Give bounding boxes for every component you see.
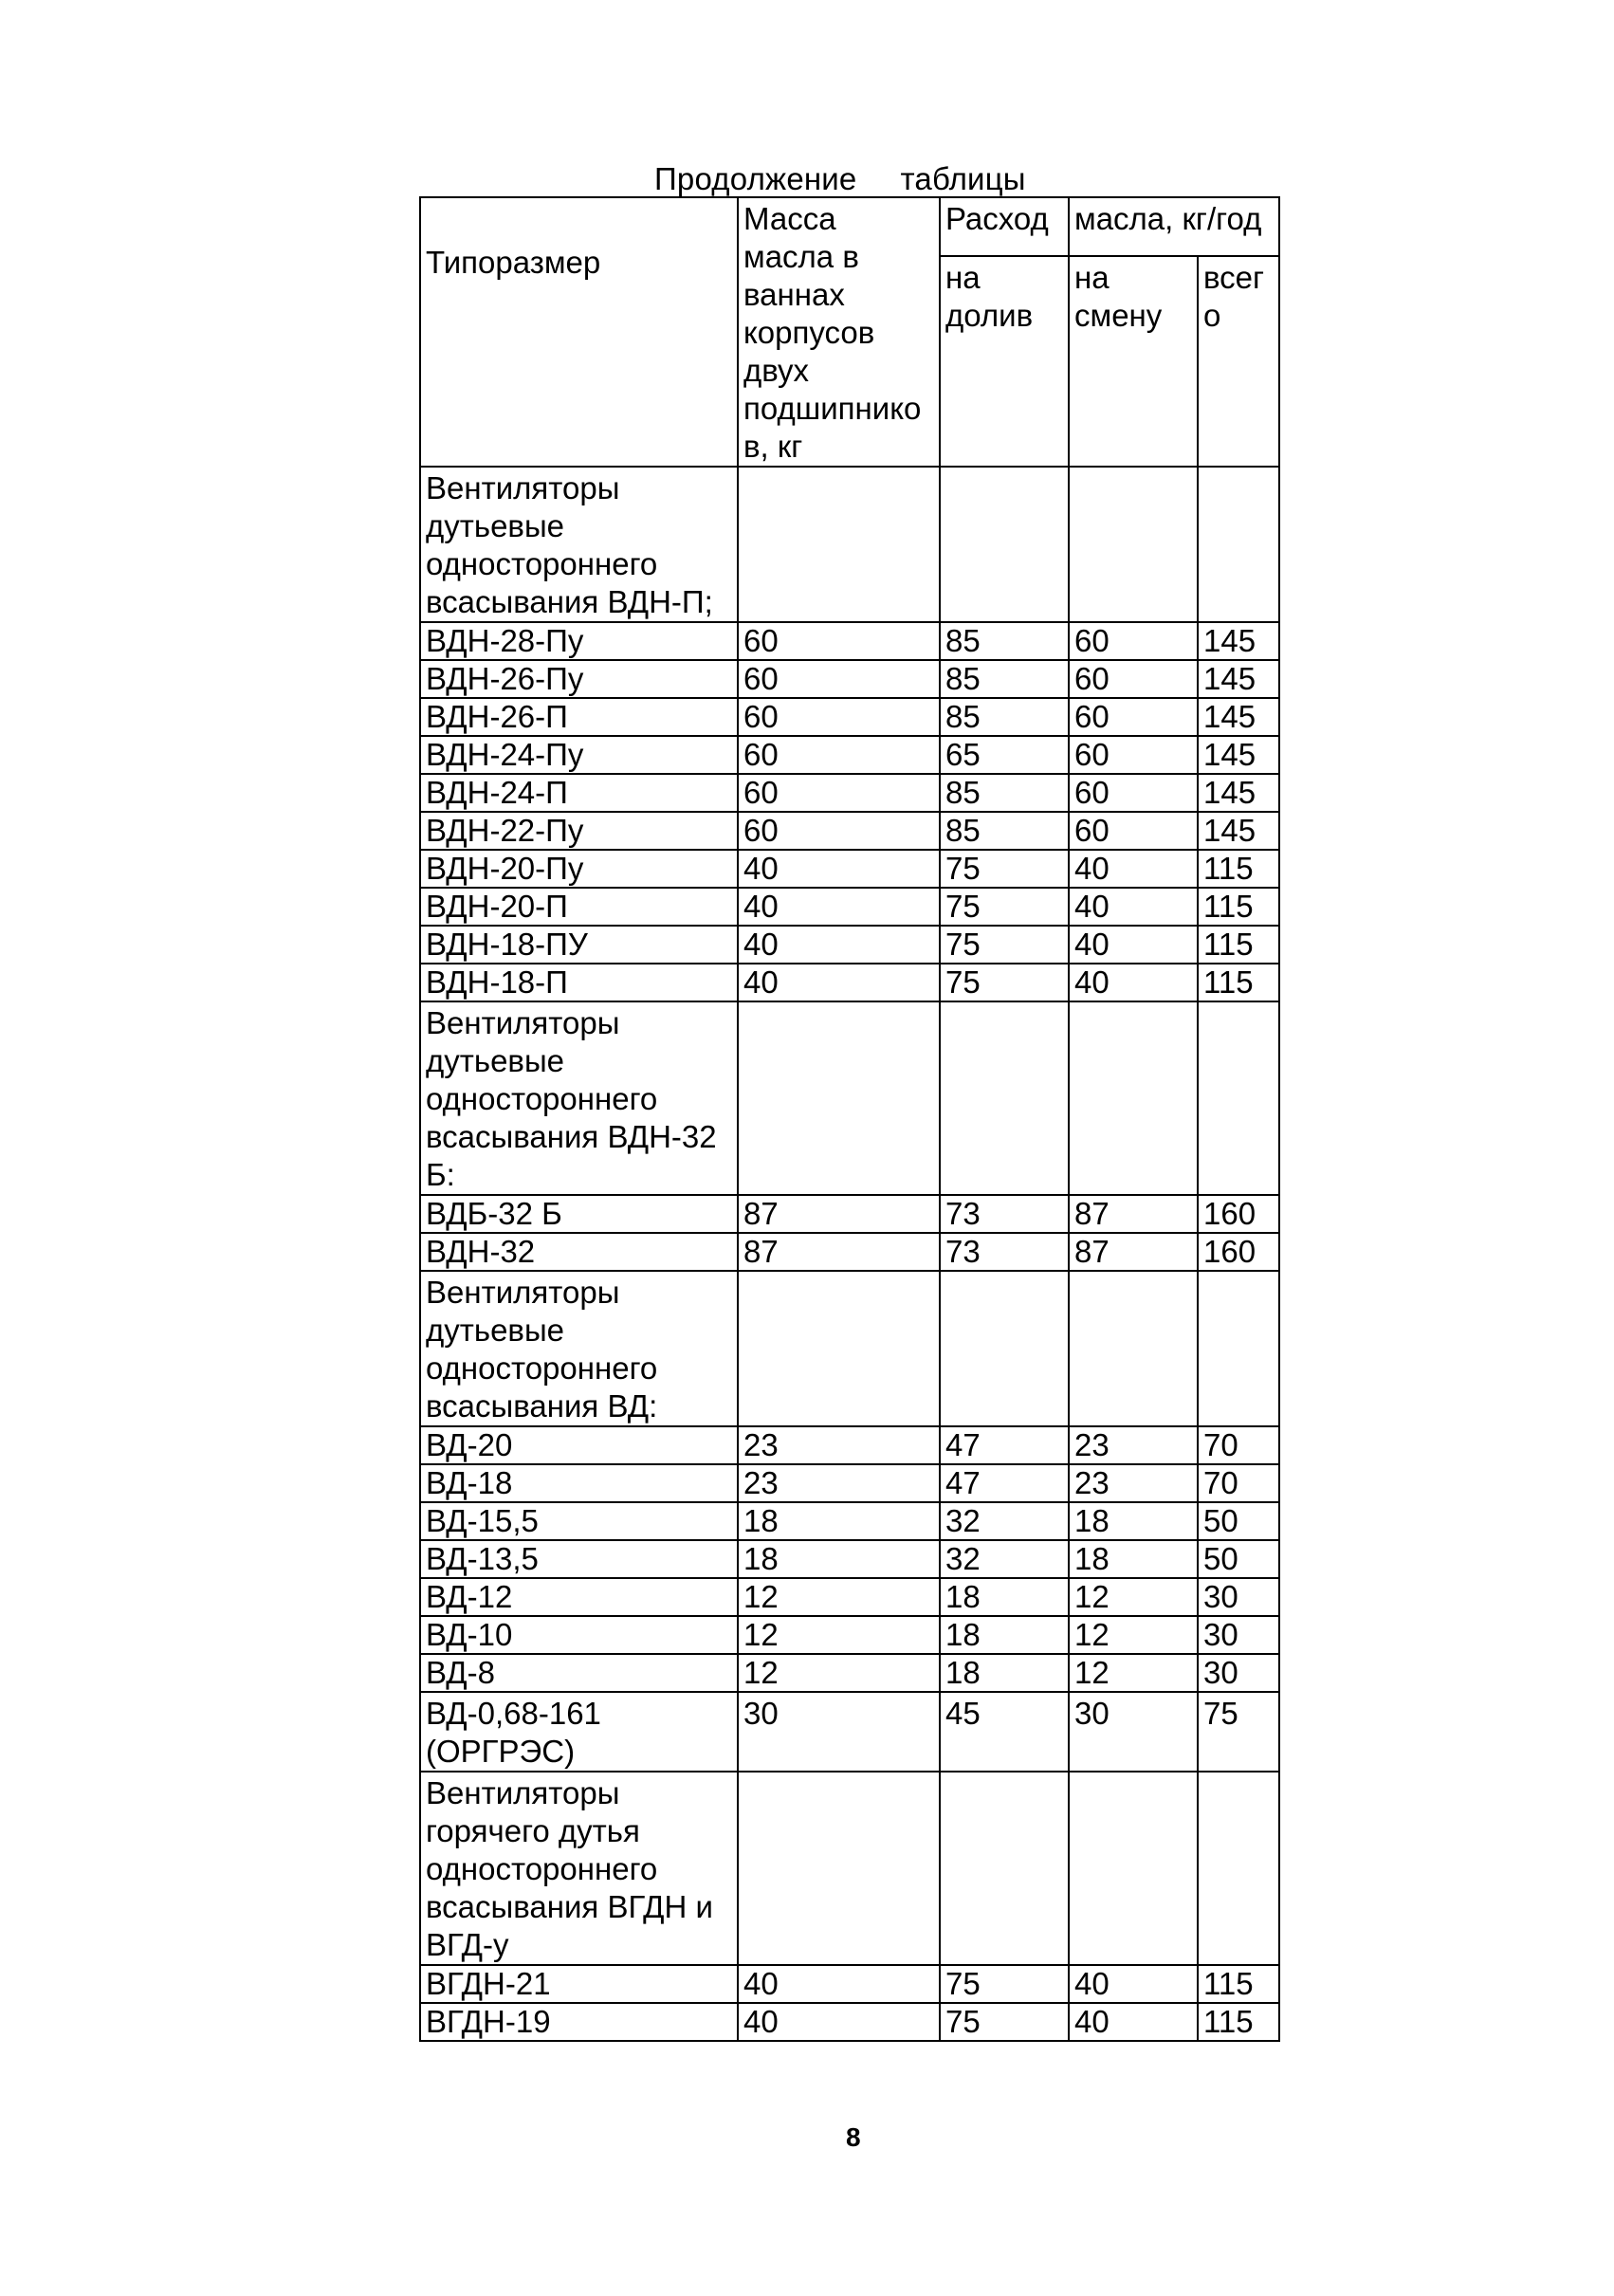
cell-oil-mass: 60 [738, 774, 940, 812]
table-row [420, 1692, 1279, 1772]
cell-change: 60 [1069, 660, 1198, 698]
cell-oil-mass: 23 [738, 1426, 940, 1464]
cell-total: 160 [1198, 1195, 1279, 1233]
cell-change: 40 [1069, 1965, 1198, 2003]
header-topup: на долив [940, 256, 1069, 467]
table-row [420, 2003, 1279, 2041]
cell-change: 40 [1069, 964, 1198, 1001]
cell-oil-mass: 40 [738, 888, 940, 926]
header-change: на смену [1069, 256, 1198, 467]
cell-total: 115 [1198, 2003, 1279, 2041]
cell-type: ВДН-22-Пу [420, 812, 738, 850]
cell-change: 60 [1069, 622, 1198, 660]
empty-cell [1069, 1772, 1198, 1965]
cell-topup: 18 [940, 1616, 1069, 1654]
table-row [420, 888, 1279, 926]
cell-topup: 65 [940, 736, 1069, 774]
table-row [420, 812, 1279, 850]
cell-oil-mass: 60 [738, 812, 940, 850]
cell-oil-mass: 12 [738, 1578, 940, 1616]
empty-cell [1069, 1001, 1198, 1195]
cell-topup: 85 [940, 660, 1069, 698]
cell-topup: 47 [940, 1426, 1069, 1464]
table-row [420, 1616, 1279, 1654]
header-type: Типоразмер [420, 197, 738, 467]
cell-oil-mass: 40 [738, 2003, 940, 2041]
table-row [420, 850, 1279, 888]
cell-topup: 75 [940, 888, 1069, 926]
cell-type: ВДН-18-П [420, 964, 738, 1001]
table-row [420, 774, 1279, 812]
cell-type: ВД-15,5 [420, 1502, 738, 1540]
cell-type: ВГДН-21 [420, 1965, 738, 2003]
cell-oil-mass: 23 [738, 1464, 940, 1502]
table-row [420, 1540, 1279, 1578]
cell-total: 115 [1198, 926, 1279, 964]
cell-type: ВД-8 [420, 1654, 738, 1692]
table-header-row [420, 197, 1279, 256]
cell-total: 70 [1198, 1426, 1279, 1464]
cell-change: 87 [1069, 1195, 1198, 1233]
cell-oil-mass: 40 [738, 926, 940, 964]
empty-cell [1198, 467, 1279, 622]
cell-change: 12 [1069, 1578, 1198, 1616]
cell-total: 70 [1198, 1464, 1279, 1502]
table-caption [654, 161, 1026, 197]
group-header-row [420, 467, 1279, 622]
empty-cell [940, 467, 1069, 622]
cell-change: 40 [1069, 926, 1198, 964]
cell-topup: 75 [940, 850, 1069, 888]
cell-type: ВД-13,5 [420, 1540, 738, 1578]
cell-total: 145 [1198, 736, 1279, 774]
table-row [420, 964, 1279, 1001]
cell-oil-mass: 30 [738, 1692, 940, 1772]
cell-topup: 73 [940, 1195, 1069, 1233]
cell-oil-mass: 12 [738, 1654, 940, 1692]
table-row [420, 1654, 1279, 1692]
cell-total: 50 [1198, 1540, 1279, 1578]
cell-topup: 18 [940, 1578, 1069, 1616]
header-consumption-b: масла, кг/год [1069, 197, 1279, 256]
cell-type: ВДН-20-П [420, 888, 738, 926]
cell-topup: 85 [940, 774, 1069, 812]
cell-topup: 75 [940, 964, 1069, 1001]
cell-topup: 32 [940, 1540, 1069, 1578]
cell-type: ВД-10 [420, 1616, 738, 1654]
empty-cell [1069, 467, 1198, 622]
cell-oil-mass: 87 [738, 1195, 940, 1233]
header-total: всег о [1198, 256, 1279, 467]
cell-oil-mass: 40 [738, 964, 940, 1001]
cell-total: 145 [1198, 812, 1279, 850]
page-number: 8 [846, 2122, 861, 2152]
caption-word-table: таблицы [900, 161, 1026, 196]
cell-type: ВГДН-19 [420, 2003, 738, 2041]
table-row [420, 1502, 1279, 1540]
cell-oil-mass: 60 [738, 622, 940, 660]
group-header-row [420, 1271, 1279, 1426]
cell-total: 115 [1198, 964, 1279, 1001]
group-header-row [420, 1772, 1279, 1965]
table-row [420, 1426, 1279, 1464]
group-title: Вентиляторы дутьевые одностороннего всасывания ВДН-П; [420, 467, 738, 622]
cell-change: 60 [1069, 736, 1198, 774]
cell-topup: 18 [940, 1654, 1069, 1692]
cell-total: 75 [1198, 1692, 1279, 1772]
table-row [420, 1233, 1279, 1271]
cell-change: 12 [1069, 1654, 1198, 1692]
group-header-row [420, 1001, 1279, 1195]
cell-oil-mass: 60 [738, 660, 940, 698]
cell-total: 30 [1198, 1578, 1279, 1616]
cell-type: ВДН-18-ПУ [420, 926, 738, 964]
table-row [420, 736, 1279, 774]
header-oil-mass: Масса масла в ваннах корпусов двух подшипнико в, кг [738, 197, 940, 467]
group-title: Вентиляторы дутьевые одностороннего всасывания ВДН-32 Б: [420, 1001, 738, 1195]
group-title: Вентиляторы горячего дутья одностороннего всасывания ВГДН и ВГД-у [420, 1772, 738, 1965]
table-row [420, 1195, 1279, 1233]
cell-change: 18 [1069, 1502, 1198, 1540]
cell-type: ВДН-24-Пу [420, 736, 738, 774]
table-row [420, 1464, 1279, 1502]
cell-oil-mass: 60 [738, 736, 940, 774]
cell-oil-mass: 87 [738, 1233, 940, 1271]
cell-topup: 75 [940, 926, 1069, 964]
oil-consumption-table [419, 196, 1280, 2042]
cell-oil-mass: 40 [738, 1965, 940, 2003]
empty-cell [738, 1001, 940, 1195]
cell-type: ВД-0,68-161 (ОРГРЭС) [420, 1692, 738, 1772]
caption-word-continuation: Продолжение [654, 161, 857, 196]
cell-change: 60 [1069, 812, 1198, 850]
table-row [420, 1965, 1279, 2003]
cell-change: 30 [1069, 1692, 1198, 1772]
cell-total: 30 [1198, 1654, 1279, 1692]
cell-topup: 85 [940, 622, 1069, 660]
cell-total: 115 [1198, 850, 1279, 888]
cell-type: ВД-18 [420, 1464, 738, 1502]
cell-type: ВДН-26-П [420, 698, 738, 736]
cell-total: 145 [1198, 622, 1279, 660]
empty-cell [940, 1271, 1069, 1426]
cell-total: 115 [1198, 888, 1279, 926]
cell-change: 60 [1069, 698, 1198, 736]
cell-topup: 85 [940, 812, 1069, 850]
cell-change: 23 [1069, 1426, 1198, 1464]
cell-total: 145 [1198, 660, 1279, 698]
cell-total: 145 [1198, 698, 1279, 736]
cell-type: ВДН-24-П [420, 774, 738, 812]
cell-type: ВДН-32 [420, 1233, 738, 1271]
cell-topup: 47 [940, 1464, 1069, 1502]
cell-oil-mass: 40 [738, 850, 940, 888]
cell-total: 115 [1198, 1965, 1279, 2003]
cell-type: ВДН-26-Пу [420, 660, 738, 698]
empty-cell [940, 1772, 1069, 1965]
cell-oil-mass: 60 [738, 698, 940, 736]
cell-change: 12 [1069, 1616, 1198, 1654]
cell-change: 18 [1069, 1540, 1198, 1578]
cell-change: 60 [1069, 774, 1198, 812]
table-row [420, 926, 1279, 964]
cell-total: 50 [1198, 1502, 1279, 1540]
table-row [420, 622, 1279, 660]
cell-topup: 73 [940, 1233, 1069, 1271]
empty-cell [1198, 1271, 1279, 1426]
cell-oil-mass: 12 [738, 1616, 940, 1654]
cell-topup: 32 [940, 1502, 1069, 1540]
cell-change: 40 [1069, 850, 1198, 888]
cell-oil-mass: 18 [738, 1540, 940, 1578]
cell-topup: 45 [940, 1692, 1069, 1772]
empty-cell [1198, 1772, 1279, 1965]
cell-type: ВД-12 [420, 1578, 738, 1616]
empty-cell [1069, 1271, 1198, 1426]
header-consumption-a: Расход [940, 197, 1069, 256]
cell-topup: 75 [940, 1965, 1069, 2003]
table-row [420, 660, 1279, 698]
empty-cell [738, 1271, 940, 1426]
empty-cell [738, 467, 940, 622]
cell-topup: 85 [940, 698, 1069, 736]
empty-cell [940, 1001, 1069, 1195]
table-row [420, 1578, 1279, 1616]
cell-type: ВДБ-32 Б [420, 1195, 738, 1233]
cell-change: 23 [1069, 1464, 1198, 1502]
empty-cell [738, 1772, 940, 1965]
cell-total: 145 [1198, 774, 1279, 812]
empty-cell [1198, 1001, 1279, 1195]
table-row [420, 698, 1279, 736]
cell-type: ВД-20 [420, 1426, 738, 1464]
cell-oil-mass: 18 [738, 1502, 940, 1540]
cell-type: ВДН-28-Пу [420, 622, 738, 660]
cell-change: 87 [1069, 1233, 1198, 1271]
cell-change: 40 [1069, 2003, 1198, 2041]
cell-topup: 75 [940, 2003, 1069, 2041]
cell-change: 40 [1069, 888, 1198, 926]
cell-type: ВДН-20-Пу [420, 850, 738, 888]
group-title: Вентиляторы дутьевые одностороннего всасывания ВД: [420, 1271, 738, 1426]
cell-total: 30 [1198, 1616, 1279, 1654]
cell-total: 160 [1198, 1233, 1279, 1271]
